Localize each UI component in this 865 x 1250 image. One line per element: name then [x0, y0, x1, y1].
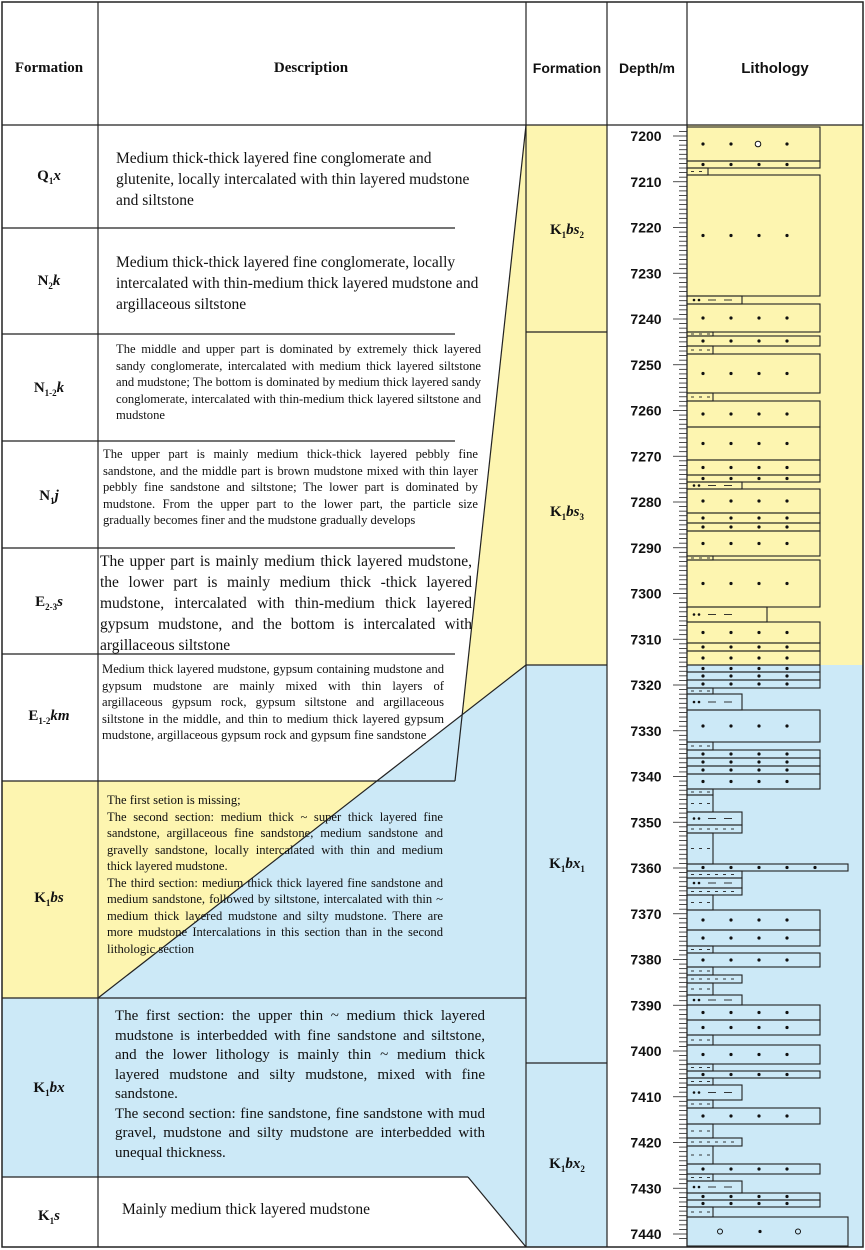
sand-dot [729, 477, 732, 480]
gravel-dot [758, 1230, 761, 1233]
sand-dot [701, 372, 704, 375]
sand-dot [729, 1195, 732, 1198]
header-formation-right: Formation [532, 60, 602, 76]
depth-label: 7360 [630, 860, 662, 876]
formation-label-k1bs3: $K_1bs_3$ [549, 504, 584, 522]
sand-dot [729, 674, 732, 677]
depth-label: 7390 [630, 997, 662, 1014]
sand-dot [757, 936, 760, 939]
sand-dot [757, 682, 760, 685]
depth-label: 7320 [630, 677, 662, 693]
sand-dot [785, 1202, 788, 1205]
sand-dot [701, 466, 704, 469]
pebble-dot [693, 999, 696, 1002]
sand-dot [701, 1195, 704, 1198]
sand-dot [757, 339, 760, 342]
depth-label: 7430 [630, 1180, 662, 1197]
sand-dot [785, 768, 788, 771]
description-k1bx: The first section: the upper thin ~ medium thick layered mudstone is interbedded with fine sandstone and siltstone, and the lower lithology is mainly thin ~ medium thick layered mudstone and silty mudstone, mixed with fine sandstone. The second section: fine sandstone, fine sandstone with mud gravel, mudstone and silty mudstone are interbedded with unequal thickness. [115, 1008, 485, 1161]
sand-dot [757, 1202, 760, 1205]
description-n2k: Medium thick-thick layered fine conglomerate, locally intercalated with thin-medium thick layered mudstone and argillaceous siltstone [116, 254, 479, 313]
sand-dot [701, 760, 704, 763]
depth-label: 7230 [630, 265, 662, 282]
sand-dot [729, 372, 732, 375]
sand-dot [785, 582, 788, 585]
sand-dot [701, 1114, 704, 1117]
depth-label: 7310 [630, 631, 662, 648]
sand-dot [729, 1114, 732, 1117]
depth-label: 7400 [630, 1043, 662, 1059]
pebble-dot [693, 701, 696, 704]
sand-dot [729, 412, 732, 415]
sand-dot [701, 339, 704, 342]
formation-label-k1bx: $K_1bx$ [33, 1080, 65, 1098]
pebble-dot [693, 882, 696, 885]
sand-dot [757, 866, 760, 869]
formation-label-k1s: $K_1s$ [37, 1208, 60, 1226]
sand-dot [785, 339, 788, 342]
sand-dot [757, 466, 760, 469]
sand-dot [785, 958, 788, 961]
sand-dot [785, 674, 788, 677]
sand-dot [785, 1073, 788, 1076]
sand-dot [757, 442, 760, 445]
sand-dot [785, 142, 788, 145]
sand-dot [785, 760, 788, 763]
depth-label: 7420 [630, 1134, 662, 1151]
sand-dot [785, 645, 788, 648]
sand-dot [785, 412, 788, 415]
sand-dot [757, 958, 760, 961]
sand-dot [701, 724, 704, 727]
formation-label-n1j: $N_1j$ [39, 488, 59, 506]
pebble-dot [693, 1186, 696, 1189]
sand-dot [729, 442, 732, 445]
depth-label: 7250 [630, 356, 662, 373]
formation-label-e12km: $E_{1-2}km$ [28, 708, 70, 726]
sand-dot [785, 1167, 788, 1170]
sand-dot [757, 667, 760, 670]
sand-dot [729, 631, 732, 634]
sand-dot [757, 163, 760, 166]
sand-dot [785, 724, 788, 727]
sand-dot [701, 1202, 704, 1205]
sand-dot [729, 667, 732, 670]
sand-dot [729, 768, 732, 771]
sand-dot [785, 542, 788, 545]
sand-dot [729, 163, 732, 166]
sand-dot [785, 918, 788, 921]
description-k1s: Mainly medium thick layered mudstone [122, 1201, 370, 1218]
sand-dot [701, 1053, 704, 1056]
k1bs-right-fill [526, 125, 863, 665]
sand-dot [701, 1011, 704, 1014]
sand-dot [785, 477, 788, 480]
description-n12k: The middle and upper part is dominated by extremely thick layered sandy conglomerate, intercalated with medium thick layered siltstone and mudstone; The bottom is dominated by medium thick layered sandy conglomerate, intercalated with thin-medium thick layered siltstone and mudstone [116, 342, 481, 422]
sand-dot [757, 631, 760, 634]
sand-dot [757, 918, 760, 921]
sand-dot [757, 1053, 760, 1056]
sand-dot [785, 866, 788, 869]
depth-label: 7280 [630, 494, 662, 510]
sand-dot [785, 631, 788, 634]
sand-dot [701, 682, 704, 685]
pebble-dot [693, 299, 696, 302]
pebble-dot [698, 1091, 701, 1094]
sand-dot [757, 234, 760, 237]
pebble-dot [693, 817, 696, 820]
conglomerate-circle [755, 141, 761, 147]
sand-dot [757, 582, 760, 585]
sand-dot [729, 958, 732, 961]
sand-dot [785, 316, 788, 319]
sand-dot [701, 582, 704, 585]
formation-label-k1bs2: $K_1bs_2$ [549, 222, 584, 240]
sand-dot [701, 1026, 704, 1029]
sand-dot [729, 234, 732, 237]
sand-dot [701, 780, 704, 783]
pebble-dot [693, 613, 696, 616]
sand-dot [785, 682, 788, 685]
depth-label: 7220 [630, 219, 662, 236]
sand-dot [757, 656, 760, 659]
sand-dot [701, 936, 704, 939]
sand-dot [729, 516, 732, 519]
sand-dot [701, 442, 704, 445]
sand-dot [729, 1011, 732, 1014]
sand-dot [785, 234, 788, 237]
pebble-dot [693, 1091, 696, 1094]
sand-dot [701, 525, 704, 528]
sand-dot [757, 1073, 760, 1076]
sand-dot [701, 645, 704, 648]
pebble-dot [698, 817, 701, 820]
depth-label: 7240 [630, 311, 662, 327]
pebble-dot [698, 1186, 701, 1189]
depth-label: 7210 [630, 173, 662, 190]
formation-label-k1bx1: $K_1bx_1$ [549, 856, 585, 874]
sand-dot [785, 936, 788, 939]
sand-dot [785, 1011, 788, 1014]
depth-label: 7330 [630, 722, 662, 739]
sand-dot [785, 163, 788, 166]
sand-dot [729, 525, 732, 528]
sand-dot [729, 760, 732, 763]
pebble-dot [698, 484, 701, 487]
pebble-dot [698, 999, 701, 1002]
sand-dot [757, 499, 760, 502]
sand-dot [757, 525, 760, 528]
sand-dot [785, 499, 788, 502]
sand-dot [757, 780, 760, 783]
sand-dot [785, 516, 788, 519]
sand-dot [785, 667, 788, 670]
sand-dot [729, 866, 732, 869]
formation-label-k1bs: $K_1bs$ [34, 890, 64, 908]
depth-label: 7370 [630, 905, 662, 922]
description-q1x: Medium thick-thick layered fine conglomerate and glutenite, locally intercalated with thin layered mudstone and siltstone [116, 150, 470, 209]
depth-label: 7350 [630, 814, 662, 831]
depth-label: 7200 [630, 128, 662, 144]
sand-dot [813, 866, 816, 869]
sand-dot [757, 542, 760, 545]
sand-dot [701, 1167, 704, 1170]
depth-label: 7340 [630, 768, 662, 785]
sand-dot [701, 316, 704, 319]
sand-dot [729, 780, 732, 783]
pebble-dot [698, 299, 701, 302]
sand-dot [757, 477, 760, 480]
sand-dot [785, 1026, 788, 1029]
sand-dot [729, 316, 732, 319]
depth-label: 7300 [630, 585, 662, 602]
formation-label-k1bx2: $K_1bx_2$ [549, 1156, 585, 1174]
sand-dot [757, 760, 760, 763]
sand-dot [729, 645, 732, 648]
sand-dot [757, 1114, 760, 1117]
sand-dot [701, 412, 704, 415]
sand-dot [729, 542, 732, 545]
sand-dot [785, 1195, 788, 1198]
pebble-dot [698, 701, 701, 704]
sand-dot [701, 656, 704, 659]
sand-dot [729, 936, 732, 939]
sand-dot [701, 674, 704, 677]
sand-dot [757, 752, 760, 755]
sand-dot [701, 163, 704, 166]
sand-dot [729, 1167, 732, 1170]
depth-label: 7260 [630, 402, 662, 419]
description-e12km: Medium thick layered mudstone, gypsum containing mudstone and gypsum mudstone are mainly mixed with thin layers of argillaceous gypsum rock, gypsum siltstone and argillaceous siltstone in the middle, and thin to medium thick layered gypsum mudstone, argillaceous gypsum rock and gypsum fine sandstone [102, 662, 444, 742]
sand-dot [701, 958, 704, 961]
formation-label-e23s: $E_{2-3}s$ [35, 594, 63, 612]
sand-dot [729, 656, 732, 659]
sand-dot [729, 339, 732, 342]
sand-dot [757, 1026, 760, 1029]
sand-dot [757, 516, 760, 519]
formation-label-q1x: $Q_1x$ [37, 168, 61, 186]
pebble-dot [698, 882, 701, 885]
depth-label: 7440 [630, 1226, 662, 1242]
sand-dot [785, 372, 788, 375]
header-lithology: Lithology [741, 60, 809, 77]
sand-dot [701, 477, 704, 480]
sand-dot [701, 1073, 704, 1076]
sand-dot [757, 372, 760, 375]
sand-dot [729, 466, 732, 469]
sand-dot [701, 918, 704, 921]
sand-dot [701, 866, 704, 869]
sand-dot [757, 1011, 760, 1014]
sand-dot [729, 499, 732, 502]
sand-dot [701, 631, 704, 634]
sand-dot [701, 234, 704, 237]
sand-dot [729, 1073, 732, 1076]
sand-dot [729, 142, 732, 145]
sand-dot [785, 752, 788, 755]
sand-dot [729, 582, 732, 585]
sand-dot [701, 499, 704, 502]
sand-dot [757, 316, 760, 319]
depth-label: 7290 [630, 539, 662, 556]
sand-dot [785, 780, 788, 783]
formation-label-n2k: $N_2k$ [37, 273, 61, 291]
header-description: Description [273, 60, 349, 76]
sand-dot [729, 1202, 732, 1205]
formation-label-n12k: $N_{1-2}k$ [33, 380, 65, 398]
pebble-dot [693, 484, 696, 487]
sand-dot [785, 525, 788, 528]
sand-dot [729, 1053, 732, 1056]
sand-dot [701, 542, 704, 545]
sand-dot [701, 516, 704, 519]
depth-label: 7410 [630, 1088, 662, 1105]
description-n1j: The upper part is mainly medium thick-thick layered pebbly fine sandstone, and the middle part is brown mudstone mixed with thin layer pebbly fine sandstone and siltstone; The lower part is dominated by mudstone. From the upper part to the lower part, the particle size gradually becomes finer and the mudstone gradually develops [103, 447, 478, 527]
sand-dot [757, 645, 760, 648]
description-k1bs: The first setion is missing; The second section: medium thick ~ super thick layered fine sandstone, argillaceous fine sandstone, medium sandstone and gravelly sandstone, locally intercalated with thin and medium thick layered mudstone. The third section: medium thick thick layered fine sandstone and medium sandstone, followed by siltstone, intercalated with thin ~ medium thick layered mudstone and silty mudstone. There are more mudstone Intercalations in this section than in the second lithologic section [107, 793, 443, 956]
header-depth: Depth/m [619, 60, 675, 76]
sand-dot [757, 412, 760, 415]
sand-dot [729, 682, 732, 685]
depth-label: 7270 [630, 448, 662, 465]
sand-dot [785, 1114, 788, 1117]
sand-dot [785, 442, 788, 445]
sand-dot [729, 752, 732, 755]
sand-dot [785, 1053, 788, 1056]
sand-dot [785, 466, 788, 469]
sand-dot [701, 752, 704, 755]
sand-dot [757, 674, 760, 677]
depth-label: 7380 [630, 951, 662, 968]
header-formation-left: Formation [14, 60, 84, 76]
sand-dot [701, 768, 704, 771]
sand-dot [757, 1195, 760, 1198]
sand-dot [729, 918, 732, 921]
sand-dot [757, 768, 760, 771]
sand-dot [785, 656, 788, 659]
sand-dot [729, 724, 732, 727]
sand-dot [757, 1167, 760, 1170]
sand-dot [757, 724, 760, 727]
sand-dot [701, 667, 704, 670]
sand-dot [729, 1026, 732, 1029]
description-e23s: The upper part is mainly medium thick layered mudstone, the lower part is mainly medium thick -thick layered mudstone, intercalated with thin-medium thick layered gypsum mudstone, and the bottom is intercalated with argillaceous siltstone [100, 553, 472, 654]
sand-dot [701, 142, 704, 145]
pebble-dot [698, 613, 701, 616]
